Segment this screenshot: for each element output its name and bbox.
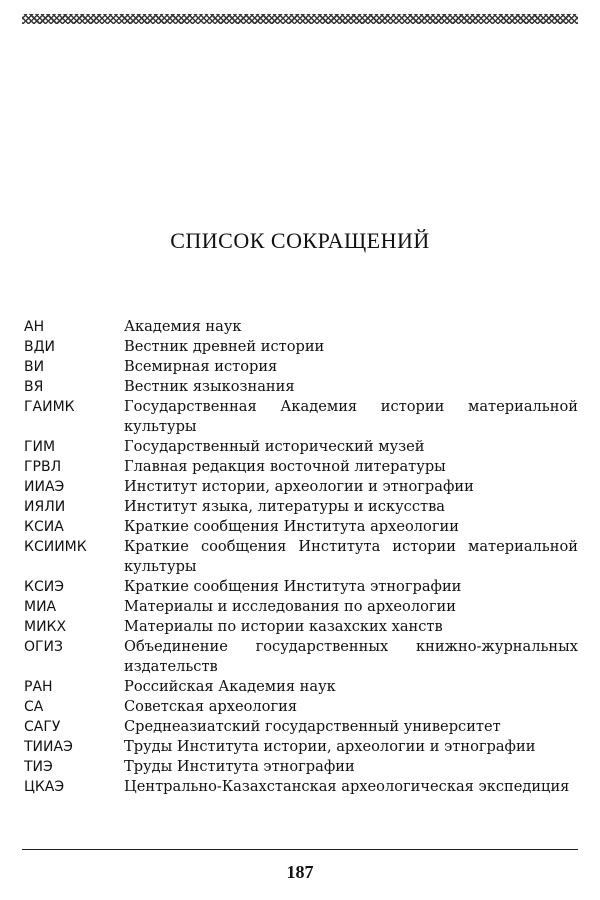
abbreviation-meaning: Институт языка, литературы и искусства xyxy=(124,498,445,515)
list-item xyxy=(24,357,578,377)
abbreviation-meaning: Объединение государственных книжно-журнальных издательств xyxy=(124,638,578,675)
abbreviation-meaning: Труды Института этнографии xyxy=(124,758,355,775)
abbreviation-meaning: Краткие сообщения Института истории материальной культуры xyxy=(124,538,578,575)
abbreviation-meaning: Вестник древней истории xyxy=(124,338,325,355)
abbreviation-code: ОГИЗ xyxy=(24,639,64,655)
list-item xyxy=(24,577,578,597)
abbreviation-code: ГАИМК xyxy=(24,399,75,415)
abbreviation-meaning: Институт истории, археологии и этнографии xyxy=(124,478,474,495)
abbreviation-meaning: Советская археология xyxy=(124,698,298,715)
abbreviation-code: ГРВЛ xyxy=(24,459,62,475)
abbreviation-meaning: Материалы и исследования по археологии xyxy=(124,598,456,615)
list-item xyxy=(24,397,578,437)
abbreviation-code: ВДИ xyxy=(24,339,56,355)
abbreviation-code: ТИЭ xyxy=(24,759,53,775)
abbreviation-meaning: Государственная Академия истории материальной культуры xyxy=(124,398,578,435)
page-title: СПИСОК СОКРАЩЕНИЙ xyxy=(170,228,430,253)
abbreviation-code: ИИАЭ xyxy=(24,479,65,495)
abbreviation-code: ВИ xyxy=(24,359,45,375)
list-item xyxy=(24,777,578,797)
decorative-border xyxy=(22,14,578,24)
abbreviation-meaning: Краткие сообщения Института археологии xyxy=(124,518,459,535)
abbreviation-code: МИА xyxy=(24,599,57,615)
list-item xyxy=(24,717,578,737)
abbreviation-code: САГУ xyxy=(24,719,61,735)
abbreviation-meaning: Краткие сообщения Института этнографии xyxy=(124,578,462,595)
abbreviation-code: ГИМ xyxy=(24,439,56,455)
abbreviation-meaning: Всемирная история xyxy=(124,358,278,375)
list-item xyxy=(24,597,578,617)
list-item xyxy=(24,537,578,577)
list-item xyxy=(24,497,578,517)
list-item xyxy=(24,437,578,457)
abbreviation-meaning: Вестник языкознания xyxy=(124,378,295,395)
abbreviation-meaning: Труды Института истории, археологии и этнографии xyxy=(124,738,536,755)
abbreviation-code: АН xyxy=(24,319,45,335)
list-item xyxy=(24,517,578,537)
footer-divider xyxy=(22,849,578,850)
abbreviation-code: МИКХ xyxy=(24,619,67,635)
list-item xyxy=(24,477,578,497)
page-number: 187 xyxy=(286,862,314,882)
list-item xyxy=(24,617,578,637)
abbreviation-code: СА xyxy=(24,699,44,715)
abbreviation-code: КСИА xyxy=(24,519,64,535)
abbreviation-list xyxy=(24,317,578,797)
abbreviation-code: КСИЭ xyxy=(24,579,64,595)
list-item xyxy=(24,697,578,717)
abbreviation-meaning: Среднеазиатский государственный университет xyxy=(124,718,501,735)
list-item xyxy=(24,757,578,777)
list-item xyxy=(24,637,578,677)
abbreviation-meaning: Государственный исторический музей xyxy=(124,438,425,455)
abbreviation-meaning: Российская Академия наук xyxy=(124,678,336,695)
abbreviation-code: ЦКАЭ xyxy=(24,779,65,795)
abbreviation-meaning: Материалы по истории казахских ханств xyxy=(124,618,443,635)
abbreviation-meaning: Академия наук xyxy=(124,318,242,335)
abbreviation-code: КСИИМК xyxy=(24,539,87,555)
list-item xyxy=(24,457,578,477)
abbreviation-meaning: Главная редакция восточной литературы xyxy=(124,458,446,475)
abbreviation-code: ВЯ xyxy=(24,379,44,395)
abbreviation-meaning: Центрально-Казахстанская археологическая экспедиция xyxy=(124,778,570,795)
list-item xyxy=(24,337,578,357)
list-item xyxy=(24,677,578,697)
abbreviation-code: ТИИАЭ xyxy=(24,739,73,755)
list-item xyxy=(24,737,578,757)
abbreviation-code: РАН xyxy=(24,679,53,695)
list-item xyxy=(24,377,578,397)
abbreviation-code: ИЯЛИ xyxy=(24,499,66,515)
list-item xyxy=(24,317,578,337)
